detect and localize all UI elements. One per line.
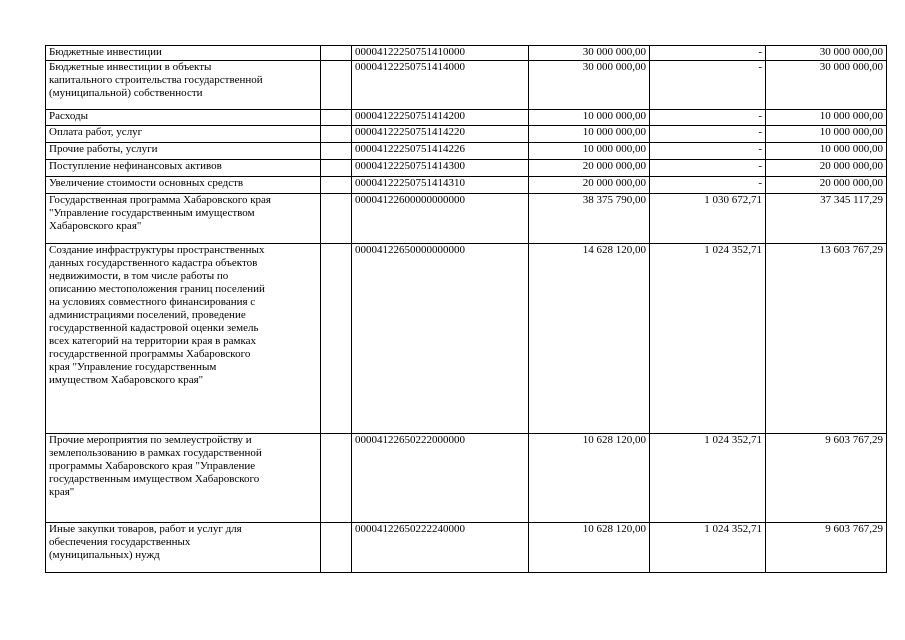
- row-code: 00004122250751414200: [352, 110, 529, 126]
- row-code: 00004122250751414000: [352, 61, 529, 110]
- row-rest: 13 603 767,29: [766, 244, 887, 434]
- row-gap: [321, 61, 352, 110]
- row-rest: 9 603 767,29: [766, 523, 887, 573]
- row-name: Иные закупки товаров, работ и услуг для обеспечения государственных (муниципальных) нужд: [46, 523, 321, 573]
- row-name: Бюджетные инвестиции в объекты капитального строительства государственной (муниципальной) собственности: [46, 61, 321, 110]
- row-plan: 10 000 000,00: [529, 143, 650, 160]
- row-exec: -: [650, 160, 766, 177]
- row-gap: [321, 194, 352, 244]
- row-gap: [321, 110, 352, 126]
- row-gap: [321, 177, 352, 194]
- row-plan: 20 000 000,00: [529, 160, 650, 177]
- row-gap: [321, 126, 352, 143]
- table-row: [46, 434, 887, 523]
- table-row: [46, 160, 887, 177]
- row-name: Увеличение стоимости основных средств: [46, 177, 321, 194]
- table-row: [46, 177, 887, 194]
- row-code: 00004122250751414220: [352, 126, 529, 143]
- row-rest: 37 345 117,29: [766, 194, 887, 244]
- row-plan: 20 000 000,00: [529, 177, 650, 194]
- row-name: Поступление нефинансовых активов: [46, 160, 321, 177]
- row-code: 00004122600000000000: [352, 194, 529, 244]
- row-name: Оплата работ, услуг: [46, 126, 321, 143]
- row-code: 00004122250751414226: [352, 143, 529, 160]
- row-rest: 30 000 000,00: [766, 61, 887, 110]
- row-rest: 9 603 767,29: [766, 434, 887, 523]
- row-exec: 1 024 352,71: [650, 244, 766, 434]
- row-rest: 10 000 000,00: [766, 126, 887, 143]
- table-row: [46, 523, 887, 573]
- row-plan: 10 000 000,00: [529, 110, 650, 126]
- row-rest: 10 000 000,00: [766, 143, 887, 160]
- row-rest: 20 000 000,00: [766, 160, 887, 177]
- row-gap: [321, 244, 352, 434]
- row-code: 00004122650222240000: [352, 523, 529, 573]
- row-name: Расходы: [46, 110, 321, 126]
- row-gap: [321, 523, 352, 573]
- row-plan: 10 000 000,00: [529, 126, 650, 143]
- row-code: 00004122250751414300: [352, 160, 529, 177]
- row-plan: 10 628 120,00: [529, 523, 650, 573]
- row-exec: -: [650, 110, 766, 126]
- row-gap: [321, 46, 352, 61]
- row-name: Государственная программа Хабаровского края "Управление государственным имуществом Хабаровского края": [46, 194, 321, 244]
- row-rest: 20 000 000,00: [766, 177, 887, 194]
- row-code: 00004122250751410000: [352, 46, 529, 61]
- row-name: Создание инфраструктуры пространственных данных государственного кадастра объектов недвижимости, в том числе работы по описанию местоположения границ поселений на условиях совместного финансирования с администрациями поселений, проведение государственной кадастровой оценки земель всех категорий на территории края в рамках государственной программы Хабаровского края "Управление государственным имуществом Хабаровского края": [46, 244, 321, 434]
- row-gap: [321, 160, 352, 177]
- table-row: [46, 61, 887, 110]
- table-row: [46, 194, 887, 244]
- row-plan: 14 628 120,00: [529, 244, 650, 434]
- table-row: [46, 143, 887, 160]
- row-gap: [321, 434, 352, 523]
- row-plan: 10 628 120,00: [529, 434, 650, 523]
- table-row: [46, 110, 887, 126]
- row-exec: -: [650, 46, 766, 61]
- row-plan: 38 375 790,00: [529, 194, 650, 244]
- row-exec: 1 030 672,71: [650, 194, 766, 244]
- row-name: Прочие работы, услуги: [46, 143, 321, 160]
- row-exec: -: [650, 143, 766, 160]
- row-plan: 30 000 000,00: [529, 61, 650, 110]
- row-exec: 1 024 352,71: [650, 523, 766, 573]
- row-code: 00004122250751414310: [352, 177, 529, 194]
- row-exec: -: [650, 126, 766, 143]
- table-row: [46, 126, 887, 143]
- row-name: Прочие мероприятия по землеустройству и землепользованию в рамках государственной программы Хабаровского края "Управление государственным имуществом Хабаровского края": [46, 434, 321, 523]
- budget-table: [45, 45, 887, 573]
- row-exec: 1 024 352,71: [650, 434, 766, 523]
- row-plan: 30 000 000,00: [529, 46, 650, 61]
- row-rest: 30 000 000,00: [766, 46, 887, 61]
- row-code: 00004122650000000000: [352, 244, 529, 434]
- row-name: Бюджетные инвестиции: [46, 46, 321, 61]
- row-code: 00004122650222000000: [352, 434, 529, 523]
- table-row: [46, 46, 887, 61]
- table-row: [46, 244, 887, 434]
- row-exec: -: [650, 177, 766, 194]
- row-exec: -: [650, 61, 766, 110]
- row-rest: 10 000 000,00: [766, 110, 887, 126]
- row-gap: [321, 143, 352, 160]
